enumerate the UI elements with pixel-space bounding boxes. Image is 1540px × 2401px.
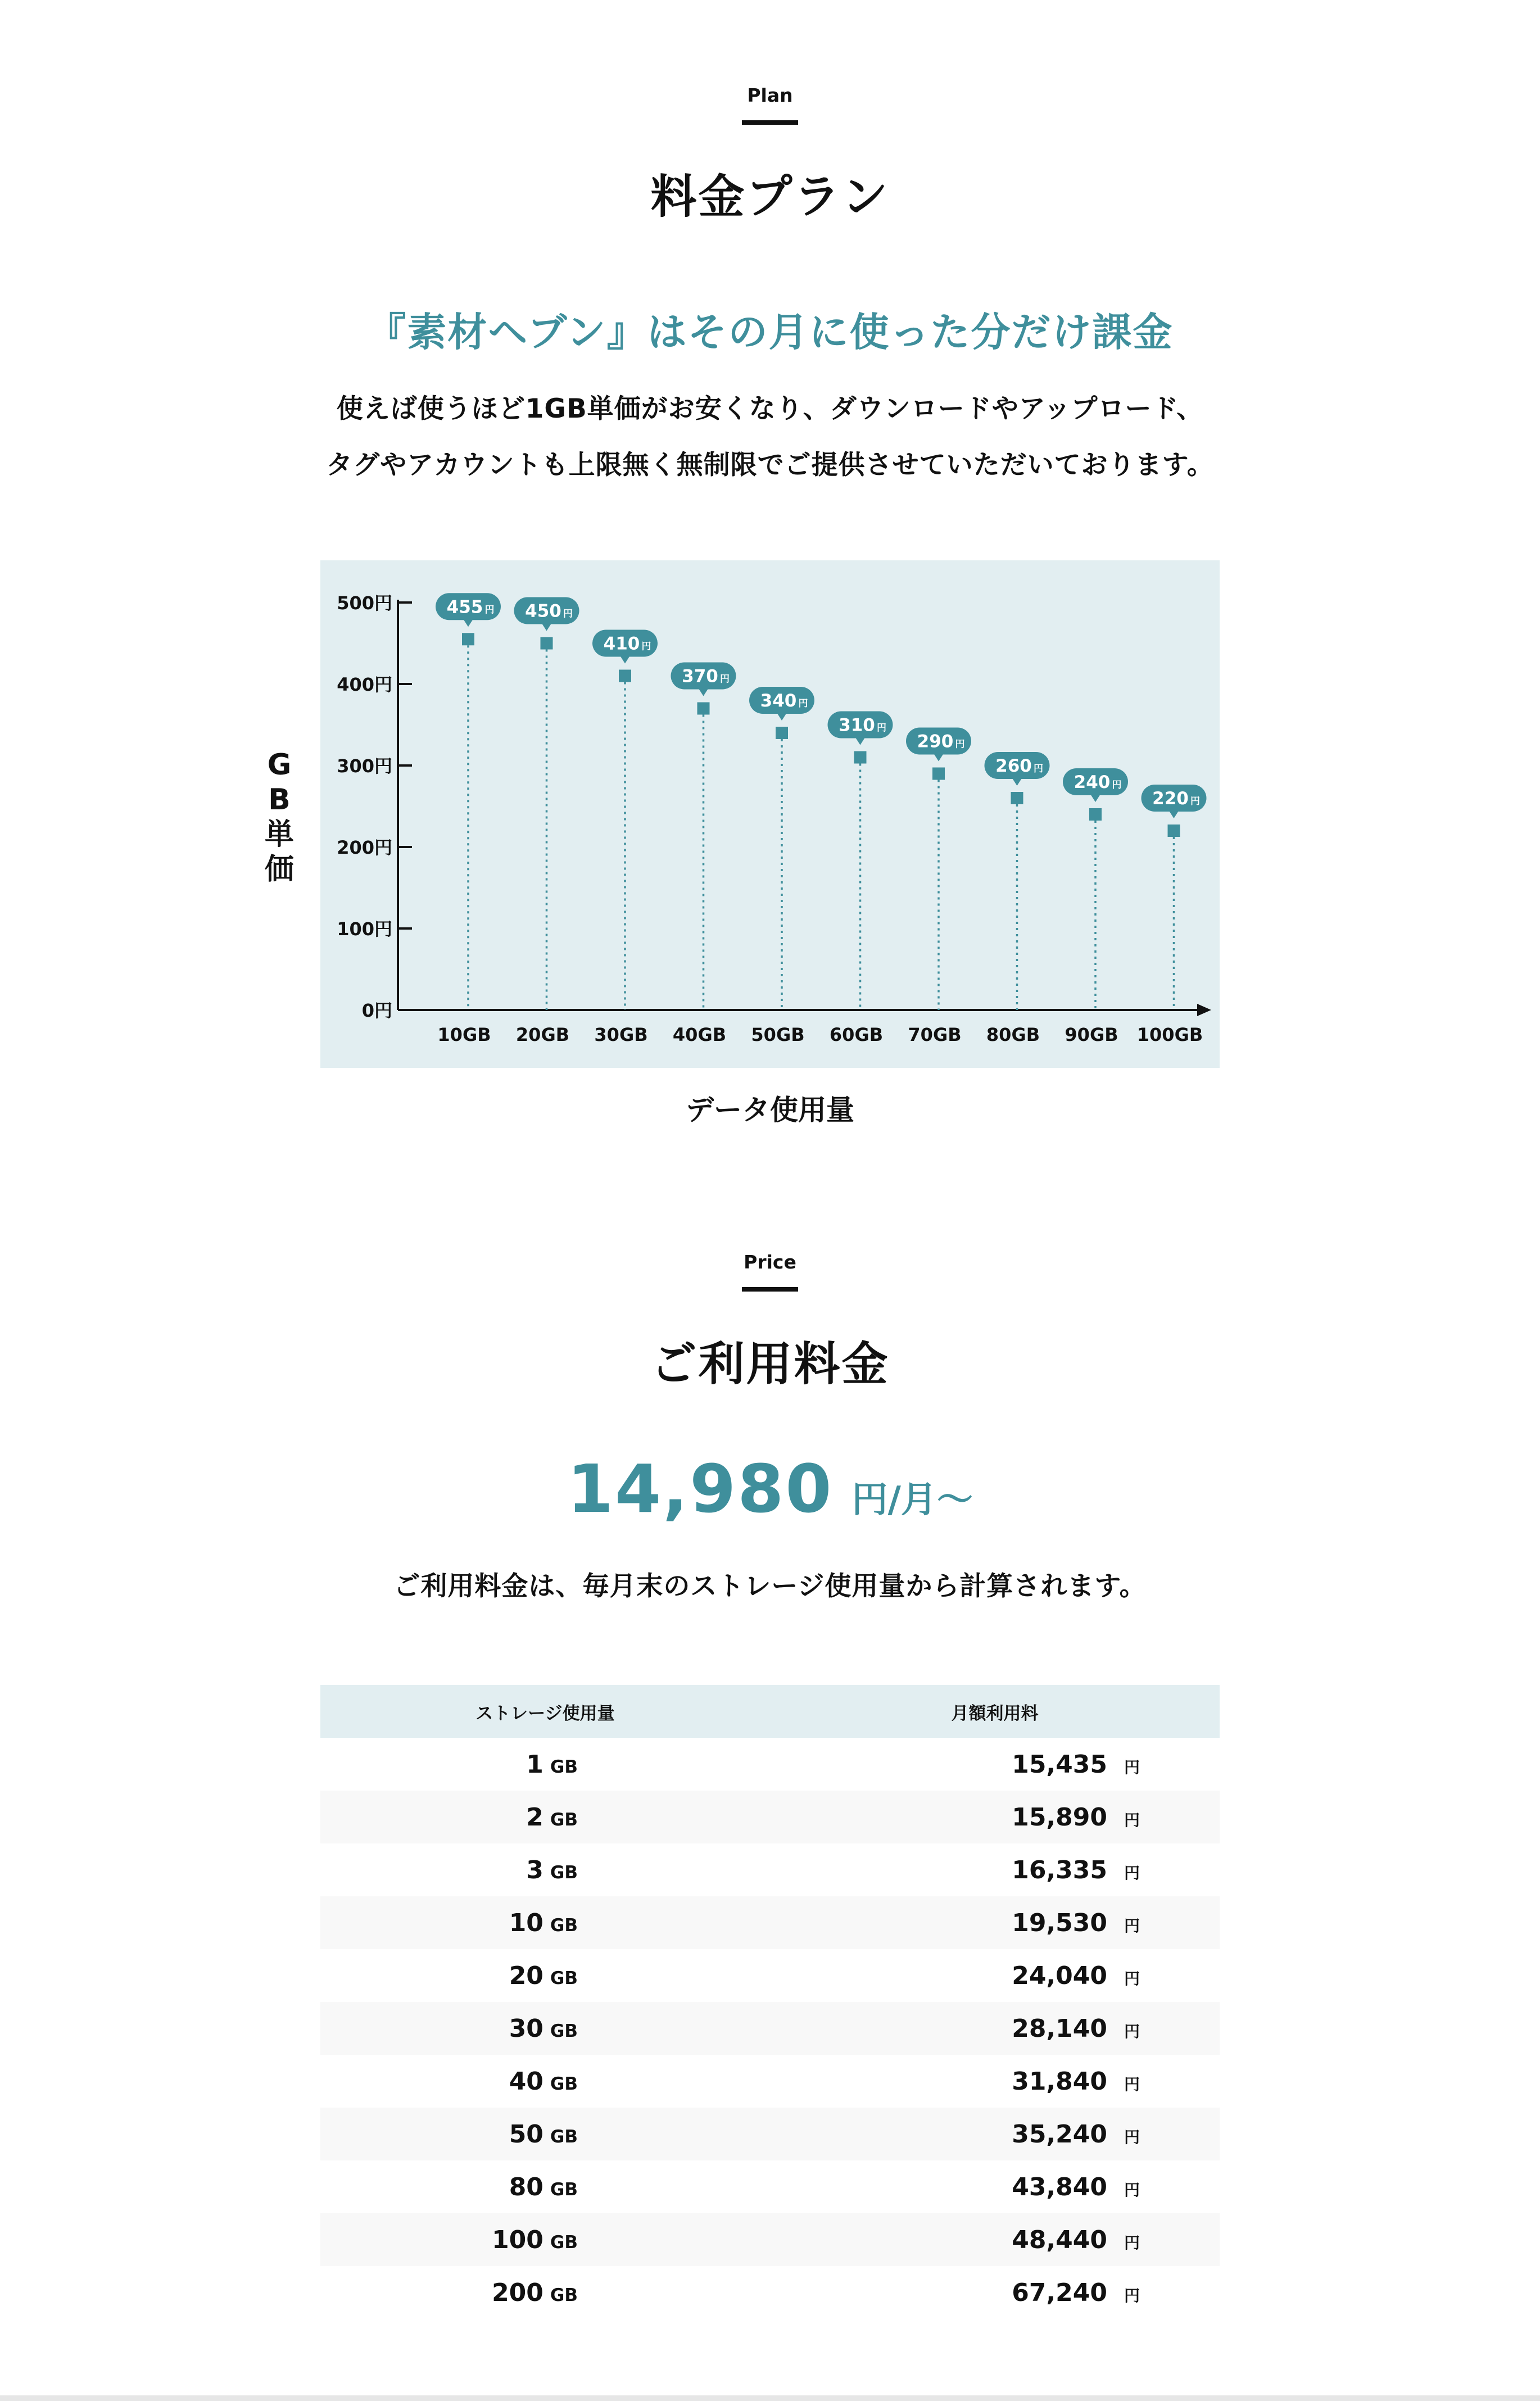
x-tick-label: 30GB (594, 1024, 648, 1045)
storage-unit: GB (550, 1809, 578, 1830)
fee-amount: 67,240 (1012, 2278, 1107, 2307)
value-unit: 円 (1112, 780, 1122, 791)
fee-cell (770, 2108, 1220, 2160)
fee-cell (770, 2160, 1220, 2213)
fee-amount: 19,530 (1012, 1908, 1107, 1937)
storage-amount: 2 (526, 1802, 543, 1832)
storage-cell (320, 2002, 770, 2055)
fee-unit: 円 (1124, 1916, 1140, 1935)
value-label: 290 (917, 731, 954, 752)
storage-unit: GB (550, 1862, 578, 1883)
storage-cell (320, 1896, 770, 1949)
plan-eyebrow: Plan (747, 84, 793, 106)
storage-cell (320, 2160, 770, 2213)
value-badge-pointer (463, 619, 473, 627)
fee-cell (770, 2002, 1220, 2055)
y-tick-label: 300円 (337, 755, 392, 777)
value-unit: 円 (720, 673, 730, 685)
table-row (320, 1738, 1220, 1791)
fee-unit: 円 (1124, 2022, 1140, 2041)
fee-cell (770, 1738, 1220, 1791)
storage-unit: GB (550, 1915, 578, 1936)
page-bottom-rule (0, 2395, 1540, 2401)
data-point (619, 670, 631, 682)
value-label: 455 (446, 597, 483, 618)
value-label: 220 (1152, 789, 1189, 809)
x-tick-label: 10GB (437, 1024, 491, 1045)
y-axis-label-char: 価 (264, 853, 294, 886)
price-chart-svg (320, 560, 1220, 1068)
value-unit: 円 (1034, 763, 1043, 774)
storage-unit: GB (550, 1756, 578, 1777)
storage-amount: 1 (526, 1750, 543, 1779)
storage-cell (320, 1791, 770, 1843)
storage-amount: 80 (509, 2172, 543, 2201)
storage-unit: GB (550, 2179, 578, 2200)
fee-cell (770, 2266, 1220, 2319)
fee-unit: 円 (1124, 2127, 1140, 2146)
header-storage: ストレージ使用量 (320, 1685, 770, 1738)
storage-unit: GB (550, 2232, 578, 2253)
fee-unit: 円 (1124, 2233, 1140, 2252)
table-row (320, 2055, 1220, 2108)
table-row (320, 1791, 1220, 1843)
price-title: ご利用料金 (650, 1338, 890, 1391)
table-row (320, 2108, 1220, 2160)
data-point (854, 751, 867, 764)
y-tick-label: 0円 (361, 1000, 392, 1021)
x-tick-label: 90GB (1065, 1024, 1118, 1045)
fee-cell (770, 1843, 1220, 1896)
price-table (320, 1685, 1220, 2319)
plan-eyebrow-underline (742, 120, 798, 125)
storage-cell (320, 2108, 770, 2160)
price-table-header (320, 1685, 1220, 1738)
fee-amount: 35,240 (1012, 2119, 1107, 2149)
fee-amount: 16,335 (1012, 1855, 1107, 1884)
monthly-price (0, 1450, 1540, 1528)
monthly-price-amount: 14,980 (567, 1450, 834, 1528)
fee-cell (770, 2213, 1220, 2266)
table-row (320, 2266, 1220, 2319)
y-tick-label: 500円 (337, 592, 392, 614)
fee-cell (770, 2055, 1220, 2108)
data-point (462, 633, 474, 645)
fee-unit: 円 (1124, 2286, 1140, 2305)
fee-unit: 円 (1124, 2074, 1140, 2094)
fee-amount: 15,435 (1012, 1750, 1107, 1779)
storage-amount: 50 (509, 2119, 543, 2149)
table-row (320, 1949, 1220, 2002)
y-tick-label: 400円 (337, 674, 392, 695)
value-label: 260 (995, 756, 1032, 776)
value-label: 340 (760, 691, 797, 711)
storage-cell (320, 2266, 770, 2319)
table-row (320, 2160, 1220, 2213)
chart-y-axis-label (260, 748, 299, 887)
x-tick-label: 80GB (986, 1024, 1040, 1045)
y-axis-label-char: 単 (264, 818, 294, 851)
storage-amount: 10 (509, 1908, 543, 1937)
value-badge-pointer (1090, 794, 1100, 802)
storage-amount: 40 (509, 2067, 543, 2096)
fee-amount: 43,840 (1012, 2172, 1107, 2201)
data-point (1168, 825, 1180, 837)
value-unit: 円 (798, 698, 808, 709)
storage-amount: 3 (526, 1855, 543, 1884)
value-unit: 円 (641, 641, 651, 653)
fee-amount: 31,840 (1012, 2067, 1107, 2096)
value-unit: 円 (563, 608, 573, 620)
value-badge-pointer (934, 754, 944, 762)
value-badge-pointer (777, 713, 787, 721)
storage-cell (320, 1949, 770, 2002)
plan-title: 料金プラン (650, 170, 890, 224)
table-row (320, 1896, 1220, 1949)
chart-x-axis-label: データ使用量 (686, 1094, 854, 1126)
y-axis-label-char: G (267, 748, 292, 782)
storage-unit: GB (550, 2126, 578, 2147)
fee-cell (770, 1896, 1220, 1949)
storage-unit: GB (550, 2021, 578, 2041)
value-badge-pointer (1012, 778, 1022, 786)
x-tick-label: 20GB (515, 1024, 570, 1045)
fee-unit: 円 (1124, 1757, 1140, 1777)
x-tick-label: 50GB (751, 1024, 805, 1045)
fee-unit: 円 (1124, 1969, 1140, 1988)
value-badge-pointer (542, 623, 552, 631)
x-tick-label: 70GB (908, 1024, 962, 1045)
storage-unit: GB (550, 2285, 578, 2305)
x-tick-label: 60GB (829, 1024, 884, 1045)
storage-amount: 20 (509, 1961, 543, 1990)
storage-amount: 200 (492, 2278, 543, 2307)
fee-amount: 15,890 (1012, 1802, 1107, 1832)
value-badge-pointer (1169, 810, 1179, 818)
x-tick-label: 100GB (1136, 1024, 1203, 1045)
header-monthly-fee: 月額利用料 (770, 1685, 1220, 1738)
price-eyebrow: Price (744, 1251, 796, 1273)
monthly-price-unit: 円/月〜 (851, 1479, 973, 1521)
value-badge-pointer (855, 737, 866, 745)
x-tick-label: 40GB (672, 1024, 727, 1045)
fee-cell (770, 1949, 1220, 2002)
data-point (697, 703, 710, 715)
data-point (776, 727, 788, 739)
fee-amount: 24,040 (1012, 1961, 1107, 1990)
data-point (541, 637, 553, 650)
value-badge-pointer (699, 688, 709, 696)
fee-unit: 円 (1124, 2180, 1140, 2199)
storage-unit: GB (550, 1968, 578, 1988)
value-label: 240 (1074, 772, 1111, 792)
table-row (320, 2002, 1220, 2055)
price-note: ご利用料金は、毎月末のストレージ使用量から計算されます。 (393, 1571, 1147, 1602)
storage-amount: 100 (492, 2225, 543, 2254)
y-axis-label-char: B (268, 783, 291, 817)
value-label: 410 (603, 633, 640, 654)
value-unit: 円 (484, 604, 495, 616)
storage-cell (320, 2213, 770, 2266)
storage-cell (320, 1843, 770, 1896)
plan-desc-line1: 使えば使うほど1GB単価がお安くなり、ダウンロードやアップロード、 (336, 393, 1204, 424)
value-label: 450 (525, 601, 561, 622)
value-unit: 円 (877, 722, 886, 734)
storage-amount: 30 (509, 2014, 543, 2043)
fee-unit: 円 (1124, 1863, 1140, 1882)
data-point (1011, 792, 1023, 804)
storage-unit: GB (550, 2073, 578, 2094)
fee-cell (770, 1791, 1220, 1843)
storage-cell (320, 2055, 770, 2108)
y-tick-label: 100円 (337, 918, 392, 940)
fee-unit: 円 (1124, 1810, 1140, 1829)
fee-amount: 28,140 (1012, 2014, 1107, 2043)
table-row (320, 1843, 1220, 1896)
price-chart (320, 560, 1220, 1068)
table-row (320, 2213, 1220, 2266)
x-axis-arrow (1197, 1004, 1211, 1016)
value-label: 310 (839, 715, 875, 736)
value-unit: 円 (955, 739, 965, 750)
fee-amount: 48,440 (1012, 2225, 1107, 2254)
storage-cell (320, 1738, 770, 1791)
data-point (932, 768, 945, 780)
data-point (1089, 808, 1102, 821)
plan-lead: 『素材ヘブン』はその月に使った分だけ課金 (366, 309, 1174, 355)
value-label: 370 (682, 666, 718, 687)
plan-desc-line2: タグやアカウントも上限無く無制限でご提供させていただいております。 (326, 450, 1214, 481)
price-eyebrow-underline (742, 1287, 798, 1292)
y-tick-label: 200円 (337, 837, 392, 858)
value-badge-pointer (620, 656, 630, 664)
value-unit: 円 (1190, 796, 1200, 807)
